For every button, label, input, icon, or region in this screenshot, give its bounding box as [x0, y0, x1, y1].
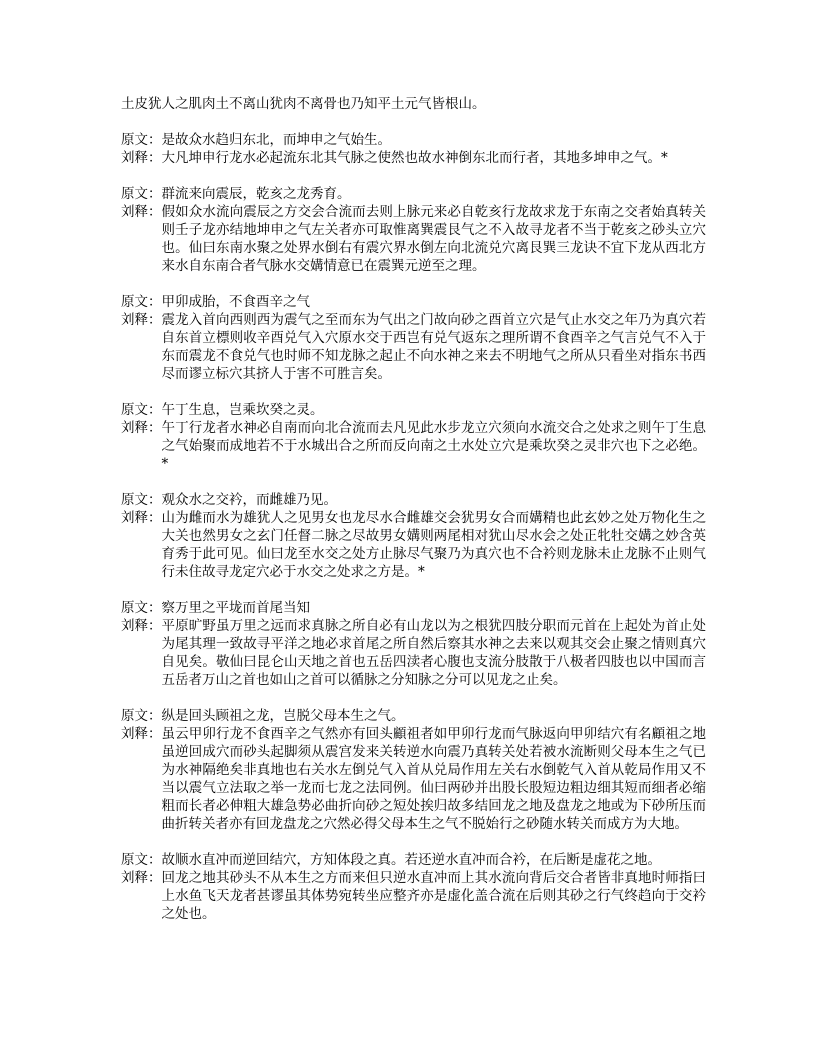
original-line: [121, 851, 706, 869]
original-line: [121, 185, 706, 203]
commentary-line: [121, 869, 706, 923]
original-text: 甲卯成胎，不食酉辛之气: [161, 294, 310, 310]
section-block: [121, 491, 706, 581]
commentary-label: 刘释：: [121, 204, 162, 220]
section-block: [121, 851, 706, 923]
original-label: 原文：: [121, 492, 162, 508]
commentary-label: 刘释：: [121, 618, 162, 634]
original-text: 午丁生息，岂乘坎癸之灵。: [161, 402, 324, 418]
original-line: [121, 401, 706, 419]
original-text: 观众水之交衿，而雌雄乃见。: [161, 492, 337, 508]
original-line: [121, 707, 706, 725]
commentary-label: 刘释：: [121, 510, 162, 526]
original-label: 原文：: [121, 186, 162, 202]
original-text: 群流来向震辰，乾亥之龙秀育。: [161, 186, 351, 202]
commentary-text: 山为雌而水为雄犹人之见男女也龙尽水合雌雄交会犹男女合而媾精也此玄妙之处万物化生之大关也然男女之玄门任督二脉之尽故男女媾则两尾相对犹山尽水会之处正牝牡交媾之妙含英育秀于此可见。仙曰龙至水交之处方止脉尽气聚乃为真穴也不合衿则龙脉未止龙脉不止则气行未住故寻龙定穴必于水交之处求之方是。*: [161, 510, 706, 580]
original-label: 原文：: [121, 132, 162, 148]
commentary-label: 刘释：: [121, 870, 162, 886]
commentary-label: 刘释：: [121, 726, 162, 742]
original-text: 是故众水趋归东北，而坤申之气始生。: [161, 132, 391, 148]
commentary-line: [121, 203, 706, 275]
original-label: 原文：: [121, 852, 162, 868]
original-label: 原文：: [121, 294, 162, 310]
commentary-label: 刘释：: [121, 312, 162, 328]
original-label: 原文：: [121, 402, 162, 418]
original-line: [121, 491, 706, 509]
section-block: [121, 599, 706, 689]
section-block: [121, 131, 706, 167]
original-line: [121, 599, 706, 617]
commentary-line: [121, 617, 706, 689]
commentary-line: [121, 419, 706, 473]
lead-paragraph: 土皮犹人之肌肉土不离山犹肉不离骨也乃知平土元气皆根山。: [121, 96, 486, 112]
commentary-text: 回龙之地其砂头不从本生之方而来但只逆水直冲而上其水流向背后交合者皆非真地时师指曰上水鱼飞天龙者甚谬虽其体势宛转坐应整齐亦是虚化盖合流在后则其砂之行气终趋向于交衿之处也。: [161, 870, 706, 922]
commentary-line: [121, 149, 706, 167]
original-label: 原文：: [121, 708, 162, 724]
original-line: [121, 131, 706, 149]
original-label: 原文：: [121, 600, 162, 616]
original-text: 纵是回头顾祖之龙，岂脱父母本生之气。: [161, 708, 405, 724]
commentary-line: [121, 509, 706, 581]
original-line: [121, 293, 706, 311]
section-block: [121, 185, 706, 275]
original-text: 故顺水直冲而逆回结穴，方知体段之真。若还逆水直冲而合衿，在后断是虚花之地。: [161, 852, 661, 868]
commentary-text: 假如众水流向震辰之方交会合流而去则上脉元来必自乾亥行龙故求龙于东南之交者始真转关则壬子龙亦结地坤申之气左关者亦可取惟离巽震艮气之不入故寻龙者不当于乾亥之砂头立穴也。仙曰东南水聚之处界水倒右有震穴界水倒左向北流兑穴离艮巽三龙诀不宜下龙从西北方来水自东南合者气脉水交媾情意已在震巽元逆至之理。: [161, 204, 706, 274]
commentary-line: [121, 725, 706, 833]
commentary-label: 刘释：: [121, 150, 162, 166]
commentary-text: 大凡坤申行龙水必起流东北其气脉之使然也故水神倒东北而行者，其地多坤申之气。*: [161, 150, 668, 166]
section-block: [121, 293, 706, 383]
commentary-line: [121, 311, 706, 383]
commentary-text: 午丁行龙者水神必自南而向北合流而去凡见此水步龙立穴须向水流交合之处求之则午丁生息之气始聚而成地若不于水城出合之所而反向南之土水处立穴是乘坎癸之灵非穴也下之必绝。*: [161, 420, 706, 472]
commentary-sections: [121, 131, 706, 923]
commentary-text: 震龙入首向西则西为震气之至而东为气出之门故向砂之酉首立穴是气止水交之年乃为真穴若自东首立標则收辛酉兑气入穴原水交于西岂有兑气返东之理所谓不食酉辛之气言兑气不入于东而震龙不食兑气也时师不知龙脉之起止不向水神之来去不明地气之所从只看坐对指东书西尽而谬立标穴其挤人于害不可胜言矣。: [161, 312, 706, 382]
section-block: [121, 401, 706, 473]
original-text: 察万里之平垅而首尾当知: [161, 600, 310, 616]
commentary-text: 虽云甲卯行龙不食酉辛之气然亦有回头顧祖者如甲卯行龙而气脉返向甲卯结穴有名顧祖之地虽逆回成穴而砂头起脚须从震宫发来关转逆水向震乃真转关处若被水流断则父母本生之气已为水神隔绝矣非真地也右关水左倒兑气入首从兑局作用左关右水倒乾气入首从乾局作用又不当以震气立法取之举一龙而七龙之法同例。仙曰两砂并出股长股短边粗边细其短而细者必缩粗而长者必伸粗大雄急势必曲折向砂之短处挨归故多结回龙之地及盘龙之地或为下砂所压而曲折转关者亦有回龙盘龙之穴然必得父母本生之气不脱始行之砂随水转关而成方为大地。: [161, 726, 706, 832]
commentary-text: 平原旷野虽万里之远而求真脉之所自必有山龙以为之根犹四肢分职而元首在上起处为首止处为尾其理一致故寻平洋之地必求首尾之所自然后察其水神之去来以观其交会止聚之情则真穴自见矣。敬仙曰昆仑山天地之首也五岳四渎者心腹也支流分肢散于八极者四肢也以中国而言五岳者万山之首也如山之首可以循脉之分知脉之分可以见龙之止矣。: [161, 618, 706, 688]
commentary-label: 刘释：: [121, 420, 162, 436]
section-block: [121, 707, 706, 833]
